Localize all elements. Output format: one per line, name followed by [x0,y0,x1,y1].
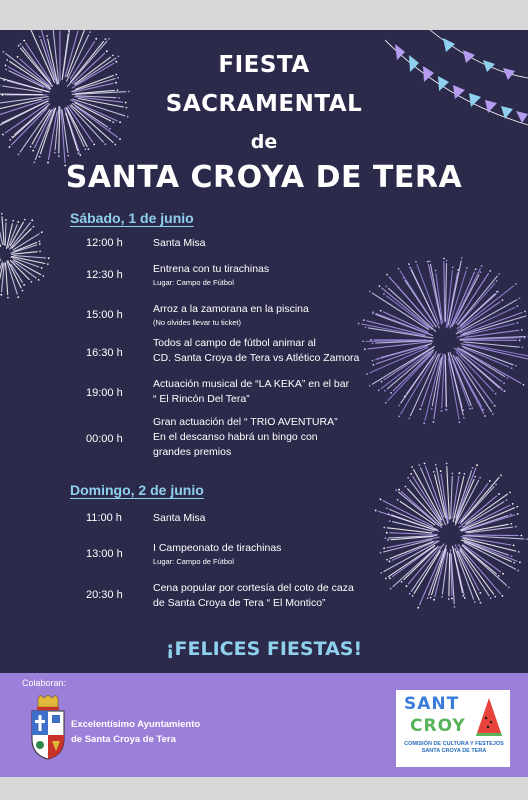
firework-spark [42,275,44,277]
firework-spark [369,291,371,293]
title-line-4: SANTA CROYA DE TERA [65,160,463,195]
firework-ray [436,468,447,524]
firework-spark [500,474,502,476]
firework-ray [449,554,450,596]
firework-spark [24,219,26,221]
firework-spark [480,271,482,273]
firework-spark [38,279,40,281]
firework-spark [7,297,9,299]
firework-ray [455,480,478,525]
firework-spark [31,219,33,221]
firework-spark [515,365,517,367]
firework-spark [519,297,521,299]
firework-spark [521,329,523,331]
event-time: 11:00 h [86,512,122,524]
firework-spark [518,551,520,553]
firework-spark [405,486,407,488]
firework-spark [423,422,425,424]
event-note: (No olvides llevar tu ticket) [153,318,241,327]
firework-spark [459,421,461,423]
festivities-committee-logo [396,690,510,767]
title-line-2: SACRAMENTAL [165,91,363,117]
logo-line-2: CROY [410,716,466,736]
firework-spark [490,597,492,599]
firework-spark [524,337,526,339]
firework-ray [2,217,4,245]
firework-spark [511,555,513,557]
firework-spark [495,393,497,395]
firework-spark [67,155,69,157]
firework-spark [433,599,435,601]
firework-spark [510,514,512,516]
firework-spark [119,121,121,123]
firework-spark [519,340,521,342]
event-poster [0,30,528,777]
firework-spark [409,593,411,595]
firework-spark [503,382,505,384]
event-description: I Campeonato de tirachinas [153,542,282,554]
town-hall-line-1: Excelentísimo Ayuntamiento [71,719,201,730]
firework-spark [454,606,456,608]
sponsors-footer [0,673,528,777]
firework-spark [502,595,504,597]
firework-spark [459,472,461,474]
event-time: 19:00 h [86,387,123,399]
firework-spark [443,258,445,260]
firework-spark [105,38,107,40]
firework-spark [520,535,522,537]
logo-line-1: SANT [404,694,460,714]
firework-spark [109,128,111,130]
firework-spark [506,377,508,379]
firework-spark [112,121,114,123]
firework-spark [395,489,397,491]
title-line-1: FIESTA [218,52,310,78]
firework-spark [494,405,496,407]
firework-ray [13,234,39,250]
firework-spark [398,405,400,407]
firework-ray [445,264,446,322]
event-time: 12:30 h [86,269,123,281]
firework-spark [417,607,419,609]
watermelon-slice-icon [476,698,502,738]
firework-spark [408,263,410,265]
firework-spark [39,36,41,38]
firework-spark [519,561,521,563]
event-time: 20:30 h [86,589,123,601]
firework-spark [415,261,417,263]
title-line-3: de [250,131,278,153]
firework-spark [397,499,399,501]
firework-spark [504,390,506,392]
firework-spark [408,418,410,420]
firework-spark [23,284,25,286]
firework-spark [433,471,435,473]
firework-spark [115,82,117,84]
firework-spark [441,596,443,598]
firework-ray [414,470,442,520]
firework-spark [17,296,19,298]
event-description: Entrena con tu tirachinas [153,263,270,275]
firework-spark [366,373,368,375]
firework-spark [89,31,91,33]
firework-ray [453,546,463,592]
firework-spark [469,408,471,410]
firework-spark [502,573,504,575]
firework-spark [517,305,519,307]
firework-spark [479,477,481,479]
firework-spark [41,267,43,269]
firework-spark [489,270,491,272]
town-hall-name [71,717,200,747]
firework-spark [398,416,400,418]
firework-ray [6,263,8,295]
firework-spark [39,243,41,245]
firework-ray [455,545,479,590]
firework-ray [447,467,450,520]
firework-spark [383,293,385,295]
firework-spark [472,467,474,469]
firework-spark [506,499,508,501]
firework-ray [461,354,499,388]
firework-spark [461,257,463,259]
firework-spark [429,260,431,262]
firework-spark [5,219,7,221]
event-description: Gran actuación del “ TRIO AVENTURA” En el descanso habrá un bingo con grandes premios [153,416,338,458]
event-time: 16:30 h [86,347,123,359]
firework-spark [497,291,499,293]
firework-spark [446,260,448,262]
firework-spark [513,562,515,564]
firework-spark [516,506,518,508]
firework-spark [452,267,454,269]
firework-spark [464,473,466,475]
event-time: 00:00 h [86,433,123,445]
day-heading-sunday: Domingo, 2 de junio [70,482,204,498]
firework-spark [12,220,14,222]
firework-spark [385,578,387,580]
firework-spark [430,597,432,599]
firework-spark [431,408,433,410]
firework-spark [46,35,48,37]
firework-spark [398,489,400,491]
firework-spark [451,598,453,600]
firework-spark [407,477,409,479]
firework-spark [406,585,408,587]
firework-spark [380,572,382,574]
firework-spark [502,299,504,301]
event-description: Cena popular por cortesía del coto de caza de Santa Croya de Tera “ El Montico” [153,582,354,609]
firework-icon [0,200,50,310]
firework-spark [517,570,519,572]
firework-spark [23,40,25,42]
firework-spark [495,484,497,486]
firework-spark [0,294,2,296]
firework-spark [511,367,513,369]
firework-ray [387,528,431,533]
firework-spark [20,43,22,45]
firework-spark [31,281,33,283]
firework-spark [386,532,388,534]
firework-spark [411,466,413,468]
logo-caption: COMISIÓN DE CULTURA Y FESTEJOS SANTA CROYA DE TERA [404,741,504,754]
event-note: Lugar: Campo de Fútbol [153,278,234,287]
firework-spark [79,154,81,156]
day-heading-saturday: Sábado, 1 de junio [70,210,194,226]
firework-spark [494,596,496,598]
firework-spark [521,347,523,349]
firework-spark [452,473,454,475]
firework-spark [513,545,515,547]
firework-spark [498,575,500,577]
closing-message: ¡FELICES FIESTAS! [165,638,363,660]
firework-spark [474,476,476,478]
firework-spark [446,409,448,411]
firework-spark [385,537,387,539]
firework-spark [95,38,97,40]
firework-spark [41,231,43,233]
firework-spark [501,389,503,391]
firework-spark [517,322,519,324]
firework-spark [466,267,468,269]
event-description: Arroz a la zamorana en la piscina [153,303,309,315]
firework-spark [462,595,464,597]
event-time: 12:00 h [86,237,123,249]
firework-spark [476,464,478,466]
firework-spark [496,280,498,282]
firework-spark [383,527,385,529]
firework-ray [444,262,445,322]
firework-spark [435,270,437,272]
firework-spark [515,283,517,285]
firework-spark [492,413,494,415]
firework-spark [386,507,388,509]
firework-ray [452,360,469,407]
firework-spark [108,38,110,40]
firework-spark [419,408,421,410]
firework-spark [515,526,517,528]
firework-spark [18,45,20,47]
event-description: Santa Misa [153,237,206,249]
firework-spark [389,577,391,579]
firework-spark [380,498,382,500]
event-description: Actuación musical de “LA KEKA” en el bar “ El Rincón Del Tera” [153,378,350,405]
firework-spark [17,221,19,223]
firework-spark [435,464,437,466]
event-time: 15:00 h [86,309,123,321]
firework-spark [424,463,426,465]
firework-spark [489,480,491,482]
firework-spark [39,251,41,253]
firework-spark [58,155,60,157]
firework-spark [48,257,50,259]
firework-spark [512,503,514,505]
firework-spark [433,421,435,423]
firework-spark [498,273,500,275]
firework-ray [431,264,442,319]
event-description: Todos al campo de fútbol animar al CD. Santa Croya de Tera vs Atlético Zamora [153,337,360,364]
event-time: 13:00 h [86,548,123,560]
firework-spark [22,290,24,292]
firework-spark [498,493,500,495]
firework-spark [479,592,481,594]
firework-spark [480,602,482,604]
firework-ray [434,354,443,419]
firework-spark [39,156,41,158]
firework-spark [33,226,35,228]
firework-ray [429,265,442,325]
firework-spark [484,415,486,417]
town-hall-line-2: de Santa Croya de Tera [71,734,176,745]
firework-spark [440,470,442,472]
firework-ray [72,79,115,92]
firework-spark [523,384,525,386]
firework-ray [5,223,6,245]
firework-spark [427,261,429,263]
firework-spark [508,587,510,589]
firework-spark [481,265,483,267]
coat-of-arms-icon [30,695,66,761]
firework-spark [524,311,526,313]
firework-spark [510,523,512,525]
firework-spark [398,268,400,270]
firework-spark [18,154,20,156]
firework-spark [418,464,420,466]
firework-spark [448,598,450,600]
firework-spark [475,268,477,270]
firework-spark [410,473,412,475]
firework-spark [412,595,414,597]
firework-spark [509,492,511,494]
firework-spark [47,263,49,265]
firework-spark [441,410,443,412]
firework-spark [464,597,466,599]
firework-spark [409,267,411,269]
firework-ray [466,344,528,356]
firework-spark [1,213,3,215]
firework-spark [39,241,41,243]
firework-spark [427,597,429,599]
event-description: Santa Misa [153,512,206,524]
firework-spark [463,417,465,419]
firework-spark [446,463,448,465]
firework-spark [474,601,476,603]
event-note: Lugar: Campo de Fútbol [153,557,234,566]
firework-ray [451,476,453,518]
firework-spark [517,513,519,515]
firework-spark [471,407,473,409]
sponsors-label: Colaboran: [22,678,67,688]
